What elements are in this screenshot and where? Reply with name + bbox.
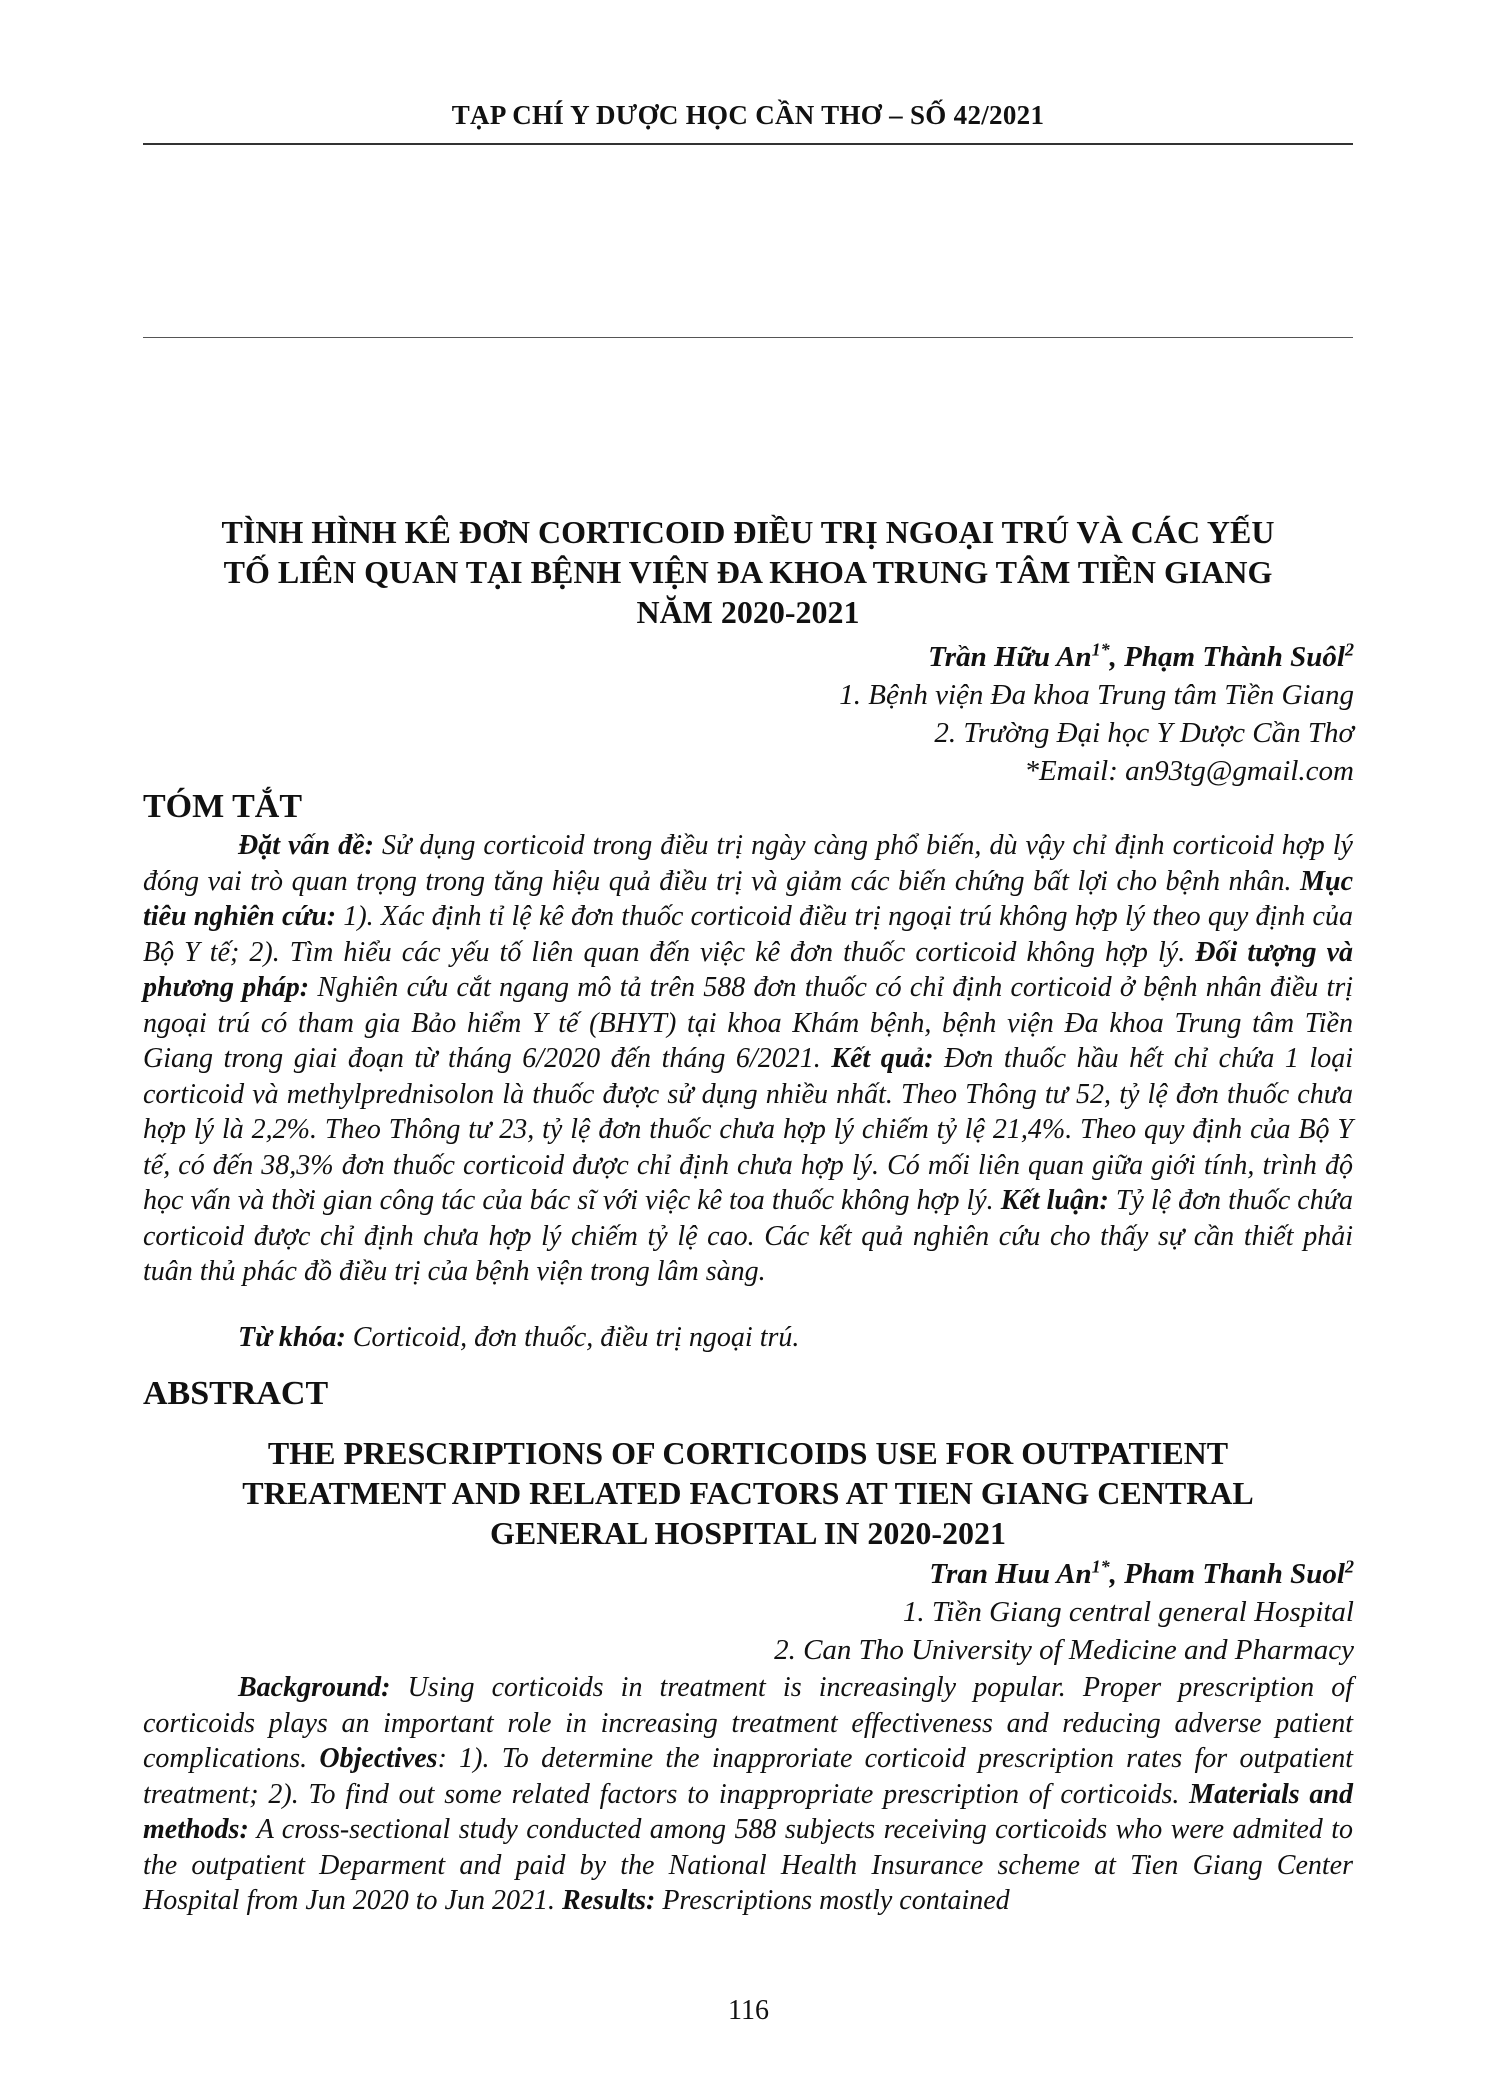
text-objectives-en: : 1). To determine the inapproriate corticoid prescription rates for outpatient treatment; 2). To find out some related factors to inappropriate prescription of corticoids. [143, 1743, 1353, 1810]
journal-header: TẠP CHÍ Y DƯỢC HỌC CẦN THƠ – SỐ 42/2021 [451, 100, 1045, 130]
affiliation-2-en: 2. Can Tho University of Medicine and Pharmacy [774, 1634, 1354, 1666]
affiliation-1-en: 1. Tiền Giang central general Hospital [902, 1596, 1354, 1628]
title-vn-line-2: TỐ LIÊN QUAN TẠI BỆNH VIỆN ĐA KHOA TRUNG TÂM TIỀN GIANG [223, 554, 1273, 590]
text-methods-vn: Nghiên cứu cắt ngang mô tả trên 588 đơn thuốc có chỉ định corticoid ở bệnh nhân điều trị ngoại trú có tham gia Bảo hiểm Y tế (BHYT) tại khoa Khám bệnh, bệnh viện Đa khoa Trung tâm Tiền Giang trong giai đoạn từ tháng 6/2020 đến tháng 6/2021. [143, 972, 1353, 1074]
title-vn-line-3: NĂM 2020-2021 [636, 594, 860, 630]
author-separator: , [1109, 641, 1125, 673]
label-methods-en: Materials and methods: [143, 1778, 1353, 1845]
label-background-en: Background: [238, 1672, 391, 1703]
authors-vn [454, 638, 1354, 676]
label-results-en: Results: [561, 1885, 656, 1916]
article-title-en [143, 1433, 1353, 1553]
section-rule [143, 337, 1353, 338]
label-objectives-vn: Mục tiêu nghiên cứu: [143, 865, 1353, 932]
text-keywords-vn: Corticoid, đơn thuốc, điều trị ngoại trú. [345, 1322, 800, 1353]
abstract-heading: ABSTRACT [143, 1375, 329, 1412]
author-2-name: Phạm Thành Suôl [1124, 641, 1345, 673]
label-objectives-en: Objectives [319, 1743, 438, 1774]
corresponding-email: *Email: an93tg@gmail.com [1024, 755, 1354, 787]
label-methods-vn: Đối tượng và phương pháp: [143, 936, 1353, 1003]
article-title-vn [143, 512, 1353, 632]
abstract-paragraph [143, 1670, 1353, 1919]
author-1-name-en: Tran Huu An [929, 1558, 1092, 1590]
text-results-en: Prescriptions mostly contained [655, 1885, 1010, 1916]
affiliation-2-vn: 2. Trường Đại học Y Dược Cần Thơ [934, 717, 1354, 749]
affiliation-1-vn: 1. Bệnh viện Đa khoa Trung tâm Tiền Giang [839, 679, 1354, 711]
label-conclusion-vn: Kết luận: [1000, 1185, 1109, 1216]
text-background-vn: Sử dụng corticoid trong điều trị ngày càng phổ biến, dù vậy chỉ định corticoid hợp lý đóng vai trò quan trọng trong tăng hiệu quả điều trị và giảm các biến chứng bất lợi cho bệnh nhân. [143, 830, 1353, 897]
text-results-vn: Đơn thuốc hầu hết chỉ chứa 1 loại corticoid và methylprednisolon là thuốc được sử dụng nhiều nhất. Theo Thông tư 52, tỷ lệ đơn thuốc chưa hợp lý là 2,2%. Theo Thông tư 23, tỷ lệ đơn thuốc chưa hợp lý chiếm tỷ lệ 21,4%. Theo quy định của Bộ Y tế, có đến 38,3% đơn thuốc corticoid được chỉ định chưa hợp lý. Có mối liên quan giữa giới tính, trình độ học vấn và thời gian công tác của bác sĩ với việc kê toa thuốc không hợp lý. [143, 1043, 1354, 1216]
label-keywords-vn: Từ khóa: [238, 1322, 346, 1353]
title-en-line-1: THE PRESCRIPTIONS OF CORTICOIDS USE FOR OUTPATIENT [267, 1435, 1229, 1471]
text-conclusion-vn: Tỷ lệ đơn thuốc chứa corticoid được chỉ định chưa hợp lý chiếm tỷ lệ cao. Các kết quả nghiên cứu cho thấy sự cần thiết phải tuân thủ phác đồ điều trị của bệnh viện trong lâm sàng. [143, 1185, 1353, 1287]
label-results-vn: Kết quả: [831, 1043, 934, 1074]
author-1-name: Trần Hữu An [928, 641, 1092, 673]
author-2-name-en: Pham Thanh Suol [1124, 1558, 1345, 1590]
authors-en [454, 1555, 1354, 1593]
author-1-sup-en: 1* [1091, 1556, 1110, 1577]
title-en-line-3: GENERAL HOSPITAL IN 2020-2021 [490, 1515, 1006, 1551]
page-number: 116 [728, 1995, 769, 2026]
title-vn-line-1: TÌNH HÌNH KÊ ĐƠN CORTICOID ĐIỀU TRỊ NGOẠI TRÚ VÀ CÁC YẾU [221, 514, 1275, 550]
header-rule [143, 143, 1353, 145]
keywords-paragraph [143, 1320, 1353, 1356]
author-block-en [454, 1555, 1354, 1669]
author-block-vn [454, 638, 1354, 790]
text-methods-en: A cross-sectional study conducted among 588 subjects receiving corticoids who were admited to the outpatient Deparment and paid by the National Health Insurance scheme at Tien Giang Center Hospital from Jun 2020 to Jun 2021. [143, 1814, 1353, 1916]
author-2-sup-en: 2 [1345, 1556, 1354, 1577]
author-separator-en: , [1109, 1558, 1125, 1590]
text-background-en: Using corticoids in treatment is increasingly popular. Proper prescription of corticoids plays an important role in increasing treatment effectiveness and reducing adverse patient complications. [143, 1672, 1353, 1774]
author-2-sup: 2 [1345, 639, 1354, 660]
title-en-line-2: TREATMENT AND RELATED FACTORS AT TIEN GIANG CENTRAL [242, 1475, 1254, 1511]
summary-paragraph [143, 828, 1353, 1290]
label-background-vn: Đặt vấn đề: [238, 830, 374, 861]
author-1-sup: 1* [1091, 639, 1110, 660]
text-objectives-vn: 1). Xác định tỉ lệ kê đơn thuốc corticoid điều trị ngoại trú không hợp lý theo quy định của Bộ Y tế; 2). Tìm hiểu các yếu tố liên quan đến việc kê đơn thuốc corticoid không hợp lý. [143, 901, 1353, 968]
summary-heading: TÓM TẮT [143, 788, 303, 825]
